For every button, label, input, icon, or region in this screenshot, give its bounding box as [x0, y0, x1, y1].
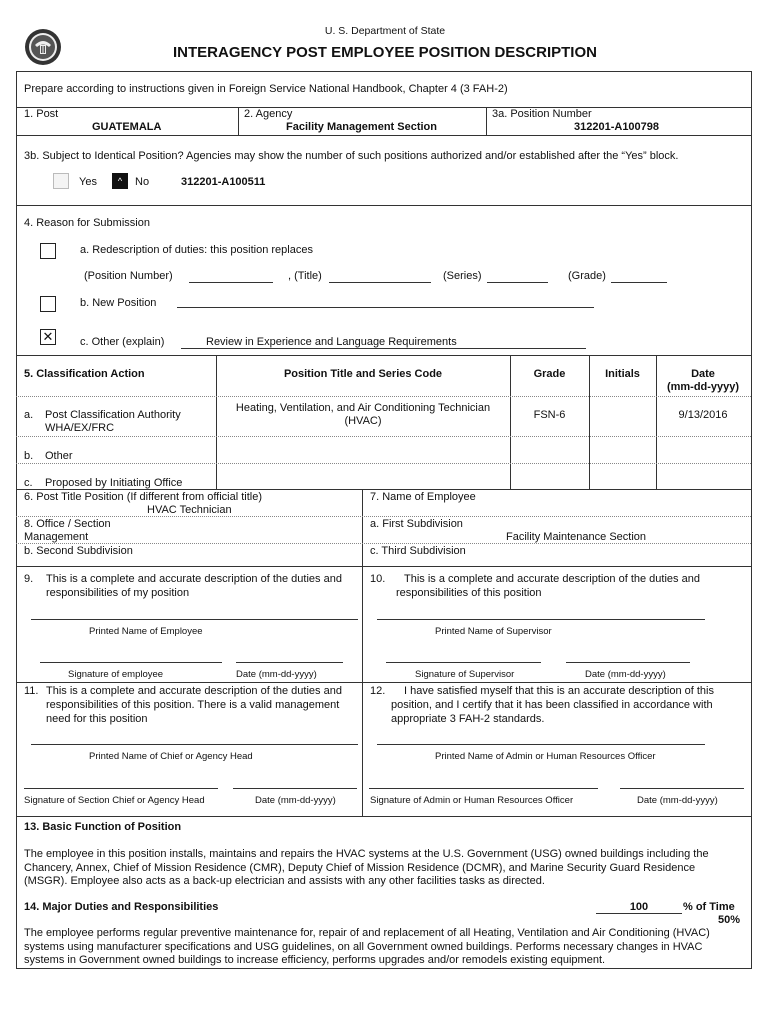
- row-a-label-2: WHA/EX/FRC: [45, 422, 115, 434]
- employee-date-field[interactable]: [236, 662, 343, 663]
- post-value[interactable]: GUATEMALA: [92, 121, 162, 133]
- major-duties-heading: 14. Major Duties and Responsibilities: [24, 901, 219, 913]
- grade-field-label: (Grade): [568, 270, 606, 282]
- series-field-label: (Series): [443, 270, 482, 282]
- new-position-field[interactable]: [177, 307, 594, 308]
- no-checkbox-mark: ^: [117, 176, 123, 186]
- row-a-title-1[interactable]: Heating, Ventilation, and Air Conditioning Technician: [235, 402, 491, 414]
- instructions-text: Prepare according to instructions given in Foreign Service National Handbook, Chapter 4 (3 FAH-2): [24, 83, 508, 95]
- col-date-header: Date: [691, 368, 715, 380]
- agency-head-printed-name-label: Printed Name of Chief or Agency Head: [89, 751, 253, 762]
- section10-number: 10.: [370, 573, 386, 585]
- major-duties-text: The employee performs regular preventive maintenance for, repair of and replacement of all Heating, Ventilation and Air Conditioning (HVAC) systems using manufacturer specifications and USG guidelines, on all Government owned buildings. Performs necessary changes in HVAC systems in Government owned buildings to increase efficiency, performs upgrades and/or remodels existing equipment.: [24, 927, 710, 967]
- row-a-title-2[interactable]: (HVAC): [344, 415, 382, 427]
- yes-checkbox[interactable]: [53, 173, 69, 189]
- section9-text-2: responsibilities of my position: [46, 587, 190, 599]
- office-section-label: 8. Office / Section: [24, 518, 111, 530]
- section11-number: 11.: [24, 685, 39, 697]
- identical-position-number[interactable]: 312201-A100511: [181, 176, 266, 188]
- col-initials-header: Initials: [605, 368, 640, 380]
- department-name: U. S. Department of State: [324, 25, 446, 37]
- section11-text-1: This is a complete and accurate description of the duties and: [46, 685, 342, 697]
- other-explanation[interactable]: Review in Experience and Language Requirements: [206, 336, 457, 348]
- total-percent-field[interactable]: [596, 901, 682, 914]
- title-field-label: , (Title): [288, 270, 322, 282]
- other-checkbox-mark: ✕: [42, 329, 54, 344]
- section10-text-1: This is a complete and accurate description of the duties and: [404, 573, 700, 585]
- col-grade-header: Grade: [533, 368, 566, 380]
- total-percent-value: 100: [629, 901, 649, 913]
- employee-name-label: 7. Name of Employee: [370, 491, 476, 503]
- row-b-letter: b.: [24, 450, 34, 462]
- employee-signature-label: Signature of employee: [68, 669, 164, 680]
- supervisor-signature-label: Signature of Supervisor: [415, 669, 515, 680]
- first-subdivision-label: a. First Subdivision: [370, 518, 463, 530]
- other-label: c. Other (explain): [80, 336, 165, 348]
- employee-date-label: Date (mm-dd-yyyy): [236, 669, 317, 680]
- position-number-label: 3a. Position Number: [492, 108, 592, 120]
- post-title-value[interactable]: HVAC Technician: [147, 504, 232, 516]
- third-subdivision-label: c. Third Subdivision: [370, 545, 466, 557]
- section-chief-date-field[interactable]: [233, 788, 357, 789]
- reason-heading: 4. Reason for Submission: [24, 217, 150, 229]
- position-number-field[interactable]: [189, 282, 273, 283]
- post-label: 1. Post: [24, 108, 59, 120]
- supervisor-date-label: Date (mm-dd-yyyy): [585, 669, 666, 680]
- hr-officer-signature-label: Signature of Admin or Human Resources Officer: [370, 795, 574, 806]
- other-checkbox[interactable]: [40, 329, 56, 345]
- hr-officer-signature-field[interactable]: [369, 788, 598, 789]
- post-title-label: 6. Post Title Position (If different from official title): [24, 491, 263, 503]
- percent-of-time-label: % of Time: [683, 901, 735, 913]
- agency-value[interactable]: Facility Management Section: [286, 121, 437, 133]
- section12-text-1: I have satisfied myself that this is an accurate description of this: [404, 685, 714, 697]
- hr-officer-printed-name-label: Printed Name of Admin or Human Resources Officer: [435, 751, 656, 762]
- no-checkbox[interactable]: [112, 173, 128, 189]
- second-subdivision-label: b. Second Subdivision: [24, 545, 133, 557]
- section-chief-signature-field[interactable]: [24, 788, 218, 789]
- employee-signature-field[interactable]: [40, 662, 222, 663]
- position-number-field-label: (Position Number): [84, 270, 173, 282]
- supervisor-signature-field[interactable]: [386, 662, 541, 663]
- col-title-header: Position Title and Series Code: [283, 368, 443, 380]
- row-c-letter: c.: [24, 477, 33, 489]
- office-section-value[interactable]: Management: [24, 531, 89, 543]
- agency-label: 2. Agency: [244, 108, 293, 120]
- hr-officer-printed-name-field[interactable]: [377, 744, 705, 745]
- section12-text-2: position, and I certify that it has been classified in accordance with: [391, 699, 713, 711]
- section10-text-2: responsibilities of this position: [396, 587, 542, 599]
- section9-text-1: This is a complete and accurate description of the duties and: [46, 573, 342, 585]
- title-field[interactable]: [329, 282, 431, 283]
- section12-text-3: appropriate 3 FAH-2 standards.: [391, 713, 545, 725]
- redescription-checkbox[interactable]: [40, 243, 56, 259]
- employee-printed-name-field[interactable]: [31, 619, 358, 620]
- section-chief-signature-label: Signature of Section Chief or Agency Head: [24, 795, 205, 806]
- form-title: INTERAGENCY POST EMPLOYEE POSITION DESCRIPTION: [173, 44, 597, 61]
- hr-officer-date-field[interactable]: [620, 788, 744, 789]
- section9-number: 9.: [24, 573, 34, 585]
- first-subdivision-value[interactable]: Facility Maintenance Section: [506, 531, 647, 543]
- grade-field[interactable]: [611, 282, 667, 283]
- position-number-value[interactable]: 312201-A100798: [574, 121, 660, 133]
- redescription-label: a. Redescription of duties: this position replaces: [80, 244, 313, 256]
- yes-label: Yes: [79, 176, 97, 188]
- supervisor-printed-name-field[interactable]: [377, 619, 705, 620]
- series-field[interactable]: [487, 282, 548, 283]
- new-position-label: b. New Position: [80, 297, 157, 309]
- basic-function-heading: 13. Basic Function of Position: [24, 821, 182, 833]
- col-date-format: (mm-dd-yyyy): [666, 381, 740, 393]
- agency-head-printed-name-field[interactable]: [31, 744, 358, 745]
- supervisor-printed-name-label: Printed Name of Supervisor: [435, 626, 552, 637]
- section-chief-date-label: Date (mm-dd-yyyy): [255, 795, 336, 806]
- basic-function-text: The employee in this position installs, maintains and repairs the HVAC systems at the U.S. Government (USG) owned buildings including the Chancery, Annex, Chief of Mission Residence (CMR), Deputy Chief of Mission Residence (DCMR), and Marine Security Guard Residence (MSGR). Employee also acts as a back-up electrician and assists with any other facilities tasks as directed.: [24, 848, 709, 888]
- section11-text-2: responsibilities of this position. There is a valid management: [46, 699, 340, 711]
- row-a-label-1: Post Classification Authority: [45, 409, 181, 421]
- row-a-letter: a.: [24, 409, 34, 421]
- classification-heading: 5. Classification Action: [24, 368, 145, 380]
- identical-position-question: 3b. Subject to Identical Position? Agencies may show the number of such positions authorized and/or established after the “Yes” block.: [24, 150, 679, 162]
- duty-percent[interactable]: 50%: [717, 914, 740, 926]
- row-a-grade[interactable]: FSN-6: [533, 409, 566, 421]
- section12-number: 12.: [370, 685, 386, 697]
- section11-text-3: need for this position: [46, 713, 148, 725]
- row-c-label: Proposed by Initiating Office: [45, 477, 183, 489]
- no-label: No: [135, 176, 150, 188]
- row-a-date[interactable]: 9/13/2016: [678, 409, 728, 421]
- hr-officer-date-label: Date (mm-dd-yyyy): [637, 795, 718, 806]
- new-position-checkbox[interactable]: [40, 296, 56, 312]
- employee-printed-name-label: Printed Name of Employee: [89, 626, 203, 637]
- supervisor-date-field[interactable]: [566, 662, 690, 663]
- row-b-label: Other: [45, 450, 73, 462]
